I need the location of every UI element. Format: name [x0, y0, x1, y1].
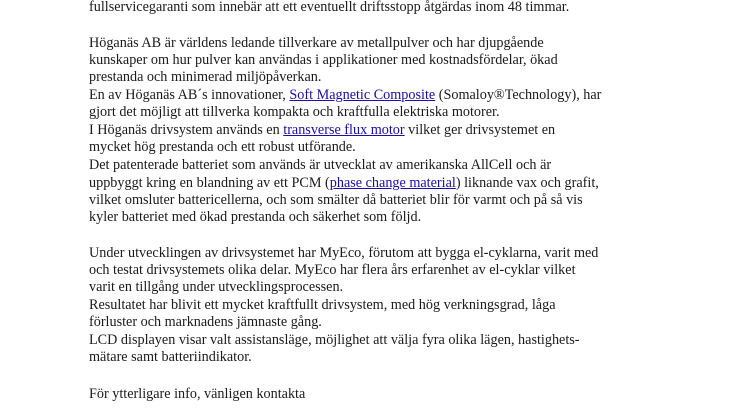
p4-line-4: kyler batteriet med ökad prestanda och säkerhet som följd.: [89, 209, 422, 225]
p2-text-after: (Somaloy®Technology), har: [435, 87, 602, 103]
p1-line-3: prestanda och minimerad miljöpåverkan.: [89, 69, 322, 85]
p5-line-2: och testat drivsystemets olika delar. MyEco har flera års erfarenhet av el-cyklar vilket: [89, 262, 576, 278]
p3-line-1: [89, 122, 555, 139]
p4-line-2: [89, 175, 599, 192]
p3-text-after: vilket ger drivsystemet en: [404, 122, 556, 138]
p4-text-after: ) liknande vax och grafit,: [455, 175, 599, 191]
phase-change-material-link[interactable]: phase change material: [329, 175, 456, 191]
p3-line-2: mycket hög prestanda och ett robust utförande.: [89, 139, 356, 155]
p3-text-before: I Höganäs drivsystem används en: [89, 122, 284, 138]
p5-line-1: Under utvecklingen av drivsystemet har MyEco, förutom att bygga el-cyklarna, varit med: [89, 245, 599, 261]
soft-magnetic-composite-link[interactable]: Soft Magnetic Composite: [289, 87, 436, 103]
p1-line-1: Höganäs AB är världens ledande tillverkare av metallpulver och har djupgående: [89, 35, 544, 51]
p2-line-2: gjort det möjligt att tillverka kompakta och kraftfulla elektriska motorer.: [89, 104, 500, 120]
p1-line-2: kunskaper om hur pulver kan användas i applikationer med kostnadsfördelar, ökad: [89, 52, 558, 68]
p6-line-2: förluster och marknadens jämnaste gång.: [89, 314, 322, 330]
contact-line: För ytterligare info, vänligen kontakta: [89, 386, 306, 402]
p4-line-3: vilket omsluter battericellerna, och som smälter då batteriet blir för varmt och på så vis: [89, 192, 583, 208]
p7-line-2: mätare samt batteriindikator.: [89, 349, 252, 365]
intro-line: fullservicegaranti som innebär att ett eventuellt driftsstopp åtgärdas inom 48 timmar.: [89, 0, 570, 15]
transverse-flux-motor-link[interactable]: transverse flux motor: [283, 122, 405, 138]
p4-text-before: uppbyggt kring en blandning av ett PCM (: [89, 175, 330, 191]
p4-line-1: Det patenterade batteriet som används är utvecklat av amerikanska AllCell och är: [89, 157, 552, 173]
p5-line-3: varit en tillgång under utvecklingsprocessen.: [89, 279, 344, 295]
p6-line-1: Resultatet har blivit ett mycket kraftfullt drivsystem, med hög verkningsgrad, låga: [89, 297, 556, 313]
p7-line-1: LCD displayen visar valt assistansläge, möjlighet att välja fyra olika lägen, hastighets-: [89, 332, 580, 348]
p2-text-before: En av Höganäs AB´s innovationer,: [89, 87, 290, 103]
p2-line-1: [89, 87, 601, 104]
